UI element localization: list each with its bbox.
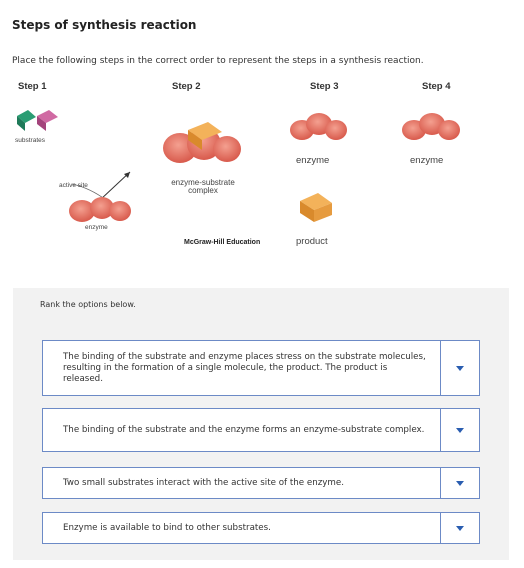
product-label: product	[296, 236, 328, 247]
enzyme-label-step1: enzyme	[85, 224, 108, 231]
figure-illustration	[12, 76, 512, 276]
rank-dropdown[interactable]	[440, 409, 479, 451]
chevron-down-icon	[456, 481, 464, 486]
rank-label: Rank the options below.	[40, 300, 136, 309]
instructions: Place the following steps in the correct order to represent the steps in a synthesis reaction.	[12, 56, 424, 66]
synthesis-figure	[12, 76, 512, 276]
substrates-label: substrates	[15, 137, 45, 144]
es-complex-label	[148, 179, 258, 196]
es-complex-line2: complex	[188, 186, 218, 196]
rank-dropdown[interactable]	[440, 468, 479, 498]
rank-option-text: The binding of the substrate and enzyme places stress on the substrate molecules, resulting in the formation of a single molecule, the product. The product is released.	[63, 352, 426, 384]
enzyme-step4	[402, 113, 460, 140]
rank-dropdown[interactable]	[440, 513, 479, 543]
step-2-label: Step 2	[172, 81, 201, 92]
rank-option-2	[42, 408, 480, 452]
step-4-label: Step 4	[422, 81, 451, 92]
active-site-label: active site	[59, 182, 88, 189]
ranking-panel	[13, 288, 509, 560]
rank-option-1	[42, 340, 480, 396]
chevron-down-icon	[456, 526, 464, 531]
product-molecule	[300, 193, 332, 222]
chevron-down-icon	[456, 428, 464, 433]
rank-dropdown[interactable]	[440, 341, 479, 395]
rank-option-3	[42, 467, 480, 499]
credit-label: McGraw-Hill Education	[184, 239, 261, 246]
rank-option-text: Enzyme is available to bind to other substrates.	[63, 523, 271, 534]
step-3-label: Step 3	[310, 81, 339, 92]
enzyme-label-step4: enzyme	[410, 155, 444, 166]
rank-option-text: The binding of the substrate and the enzyme forms an enzyme-substrate complex.	[63, 425, 425, 436]
rank-option-4	[42, 512, 480, 544]
enzyme-substrate-complex	[163, 122, 241, 163]
enzyme-label-step3: enzyme	[296, 155, 330, 166]
enzyme-step1	[69, 197, 131, 222]
enzyme-step3	[290, 113, 347, 140]
rank-option-text: Two small substrates interact with the active site of the enzyme.	[63, 478, 344, 489]
chevron-down-icon	[456, 366, 464, 371]
es-complex-line1: enzyme-substrate	[171, 178, 235, 187]
step-1-label: Step 1	[18, 81, 47, 92]
page-title: Steps of synthesis reaction	[12, 18, 197, 32]
